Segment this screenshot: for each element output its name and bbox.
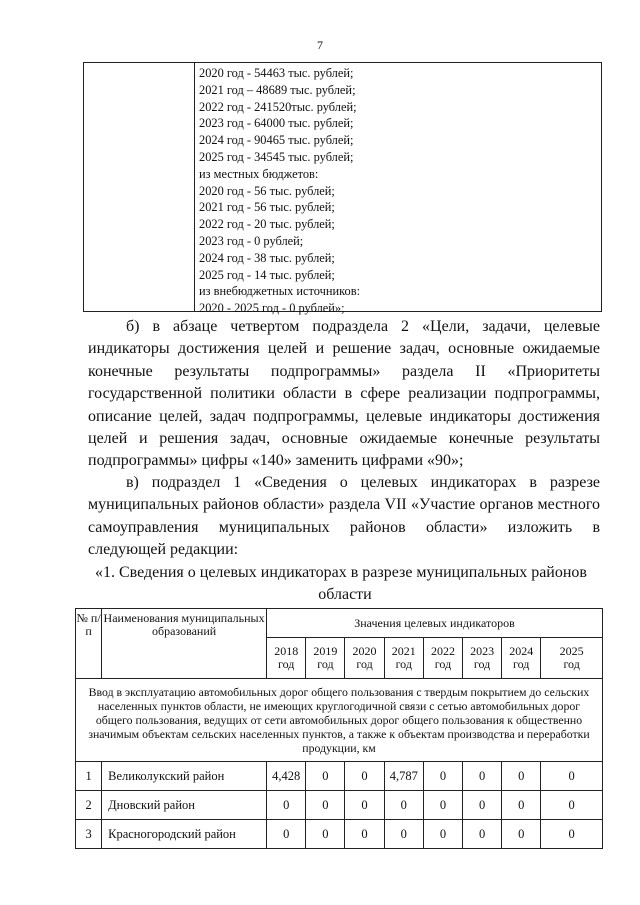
budget-line: 2022 год - 20 тыс. рублей; — [199, 217, 335, 232]
year-header: 2020 год — [345, 638, 384, 679]
indicator-description-row — [76, 679, 603, 762]
row-number: 3 — [76, 820, 102, 849]
indicator-value: 0 — [541, 820, 603, 849]
budget-line: 2021 год – 48689 тыс. рублей; — [199, 82, 356, 97]
municipality-name: Дновский район — [102, 791, 267, 820]
table-row — [76, 762, 603, 791]
table-row — [76, 791, 603, 820]
indicator-value: 0 — [502, 791, 541, 820]
table-column-divider — [194, 63, 195, 311]
budget-line: 2020 год - 56 тыс. рублей; — [199, 183, 335, 198]
row-number: 1 — [76, 762, 102, 791]
indicator-value: 4,787 — [384, 762, 423, 791]
year-header: 2024 год — [502, 638, 541, 679]
indicator-value: 0 — [384, 791, 423, 820]
page-number: 7 — [317, 38, 323, 52]
header-number: № п/п — [76, 609, 102, 679]
indicator-value: 0 — [463, 762, 502, 791]
indicator-value: 0 — [306, 762, 345, 791]
budget-line: 2020 - 2025 год - 0 рублей»; — [199, 301, 345, 316]
section-heading: «1. Сведения о целевых индикаторах в разрезе муниципальных районов области — [95, 564, 587, 604]
row-number: 2 — [76, 791, 102, 820]
indicator-value: 0 — [267, 820, 306, 849]
indicator-value: 0 — [306, 820, 345, 849]
budget-line: 2021 год - 56 тыс. рублей; — [199, 200, 335, 215]
indicator-value: 0 — [267, 791, 306, 820]
budget-line: 2023 год - 0 рублей; — [199, 233, 304, 248]
indicator-value: 0 — [384, 820, 423, 849]
municipality-name: Красногородский район — [102, 820, 267, 849]
indicator-value: 0 — [502, 762, 541, 791]
paragraph-v: в) подраздел 1 «Сведения о целевых индикаторах в разрезе муниципальных районов области» раздела VII «Участие органов местного самоуправления муниципальных районов области» изложить в следующей редакции: — [88, 474, 600, 559]
year-header: 2019 год — [306, 638, 345, 679]
municipality-name: Великолукский район — [102, 762, 267, 791]
header-municipality: Наименования муниципальных образований — [102, 609, 267, 679]
indicator-value: 0 — [463, 820, 502, 849]
year-header: 2018 год — [267, 638, 306, 679]
paragraph-b: б) в абзаце четвертом подраздела 2 «Цели, задачи, целевые индикаторы достижения целей и решение задач, основные ожидаемые конечные результаты подпрограммы» раздела II «Приоритеты государственной политики области в сфере реализации подпрограммы, описание целей, задач подпрограммы, целевые индикаторы достижения целей и решения задач, основные ожидаемые конечные результаты подпрограммы» цифры «140» заменить цифрами «90»; — [88, 318, 600, 470]
indicator-value: 0 — [345, 762, 384, 791]
indicator-value: 0 — [541, 762, 603, 791]
budget-line: 2020 год - 54463 тыс. рублей; — [199, 66, 354, 80]
indicator-value: 0 — [423, 820, 462, 849]
indicator-value: 0 — [345, 791, 384, 820]
budget-line: 2025 год - 14 тыс. рублей; — [199, 267, 335, 282]
indicator-value: 0 — [541, 791, 603, 820]
indicators-table — [75, 608, 603, 849]
budget-line: из внебюджетных источников: — [199, 284, 361, 299]
indicator-value: 4,428 — [267, 762, 306, 791]
budget-line: 2023 год - 64000 тыс. рублей; — [199, 116, 354, 131]
header-indicator-values: Значения целевых индикаторов — [267, 609, 603, 638]
budget-line: 2022 год - 241520тыс. рублей; — [199, 99, 357, 114]
budget-continuation-table — [83, 62, 602, 316]
indicator-value: 0 — [423, 791, 462, 820]
year-header: 2022 год — [423, 638, 462, 679]
year-header: 2023 год — [463, 638, 502, 679]
year-header: 2021 год — [384, 638, 423, 679]
indicator-value: 0 — [502, 820, 541, 849]
year-header: 2025 год — [541, 638, 603, 679]
indicator-value: 0 — [463, 791, 502, 820]
table-row — [76, 820, 603, 849]
budget-line: 2025 год - 34545 тыс. рублей; — [199, 149, 354, 164]
budget-line: 2024 год - 38 тыс. рублей; — [199, 250, 335, 265]
table-header-row — [76, 609, 603, 638]
budget-line: 2024 год - 90465 тыс. рублей; — [199, 133, 354, 148]
budget-lines — [199, 65, 360, 317]
indicator-description: Ввод в эксплуатацию автомобильных дорог общего пользования с твердым покрытием до сельских населенных пунктов области, не имеющих круглогодичной связи с сетью автомобильных дорог общего пользования, ведущих от сети автомобильных дорог общего пользования к общественно значимым объектам сельских населенных пунктов, а также к объектам производства и переработки продукции, км — [76, 679, 603, 762]
indicator-value: 0 — [345, 820, 384, 849]
indicator-value: 0 — [423, 762, 462, 791]
budget-line: из местных бюджетов: — [199, 166, 319, 181]
indicator-value: 0 — [306, 791, 345, 820]
